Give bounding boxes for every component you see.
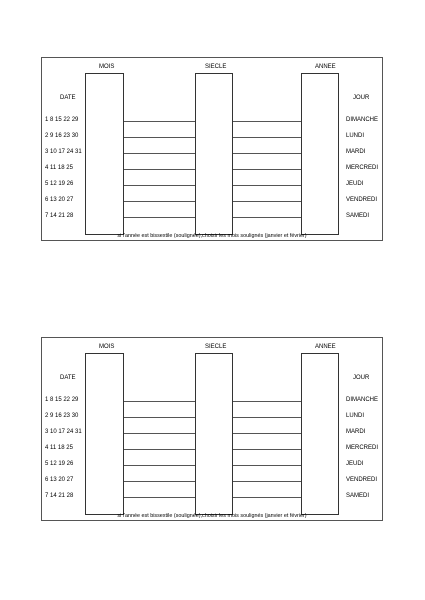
mois-siecle-connector <box>124 497 195 498</box>
siecle-annee-connector <box>233 201 301 202</box>
jour-row: MARDI <box>346 149 366 155</box>
jour-row: SAMEDI <box>346 493 370 499</box>
leap-year-note: si l'année est bissextile (soulignée),choisir les mois soulignés (janvier et février) <box>117 233 307 239</box>
annee-strip <box>301 353 339 515</box>
date-row: 2 9 16 23 30 <box>45 413 79 419</box>
date-row: 4 11 18 25 <box>45 165 73 171</box>
siecle-annee-connector <box>233 481 301 482</box>
date-row: 2 9 16 23 30 <box>45 133 79 139</box>
siecle-strip <box>195 353 233 515</box>
jour-header: JOUR <box>353 375 370 381</box>
siecle-annee-connector <box>233 433 301 434</box>
annee-strip <box>301 73 339 235</box>
date-row: 3 10 17 24 31 <box>45 149 82 155</box>
jour-row: JEUDI <box>346 181 364 187</box>
date-row: 1 8 15 22 29 <box>45 397 79 403</box>
annee-column-title: ANNEE <box>315 344 336 350</box>
date-row: 6 13 20 27 <box>45 477 74 483</box>
siecle-annee-connector <box>233 169 301 170</box>
date-row: 5 12 19 26 <box>45 461 74 467</box>
siecle-annee-connector <box>233 121 301 122</box>
mois-siecle-connector <box>124 401 195 402</box>
mois-siecle-connector <box>124 449 195 450</box>
date-row: 4 11 18 25 <box>45 445 73 451</box>
jour-row: DIMANCHE <box>346 117 379 123</box>
leap-year-note: si l'année est bissextile (soulignée),choisir les mois soulignés (janvier et février) <box>117 513 307 519</box>
siecle-column-title: SIECLE <box>205 64 227 70</box>
date-header: DATE <box>60 375 76 381</box>
jour-row: DIMANCHE <box>346 397 379 403</box>
mois-siecle-connector <box>124 465 195 466</box>
jour-row: LUNDI <box>346 413 365 419</box>
mois-siecle-connector <box>124 153 195 154</box>
siecle-annee-connector <box>233 465 301 466</box>
mois-siecle-connector <box>124 201 195 202</box>
mois-siecle-connector <box>124 169 195 170</box>
jour-row: MERCREDI <box>346 165 379 171</box>
mois-siecle-connector <box>124 481 195 482</box>
mois-siecle-connector <box>124 417 195 418</box>
calendar-card <box>41 337 383 521</box>
siecle-annee-connector <box>233 217 301 218</box>
date-row: 6 13 20 27 <box>45 197 74 203</box>
mois-column-title: MOIS <box>99 344 115 350</box>
mois-siecle-connector <box>124 121 195 122</box>
jour-row: VENDREDI <box>346 197 378 203</box>
jour-row: MERCREDI <box>346 445 379 451</box>
siecle-annee-connector <box>233 185 301 186</box>
date-row: 5 12 19 26 <box>45 181 74 187</box>
siecle-annee-connector <box>233 153 301 154</box>
date-row: 7 14 21 28 <box>45 493 74 499</box>
siecle-column-title: SIECLE <box>205 344 227 350</box>
calendar-card <box>41 57 383 241</box>
date-row: 7 14 21 28 <box>45 213 74 219</box>
siecle-annee-connector <box>233 449 301 450</box>
jour-row: SAMEDI <box>346 213 370 219</box>
date-header: DATE <box>60 95 76 101</box>
mois-strip <box>85 73 124 235</box>
mois-siecle-connector <box>124 185 195 186</box>
mois-siecle-connector <box>124 137 195 138</box>
siecle-annee-connector <box>233 137 301 138</box>
siecle-strip <box>195 73 233 235</box>
siecle-annee-connector <box>233 497 301 498</box>
jour-row: LUNDI <box>346 133 365 139</box>
date-row: 1 8 15 22 29 <box>45 117 79 123</box>
siecle-annee-connector <box>233 417 301 418</box>
jour-row: VENDREDI <box>346 477 378 483</box>
mois-siecle-connector <box>124 433 195 434</box>
jour-header: JOUR <box>353 95 370 101</box>
mois-column-title: MOIS <box>99 64 115 70</box>
mois-strip <box>85 353 124 515</box>
jour-row: MARDI <box>346 429 366 435</box>
annee-column-title: ANNEE <box>315 64 336 70</box>
jour-row: JEUDI <box>346 461 364 467</box>
siecle-annee-connector <box>233 401 301 402</box>
date-row: 3 10 17 24 31 <box>45 429 82 435</box>
mois-siecle-connector <box>124 217 195 218</box>
